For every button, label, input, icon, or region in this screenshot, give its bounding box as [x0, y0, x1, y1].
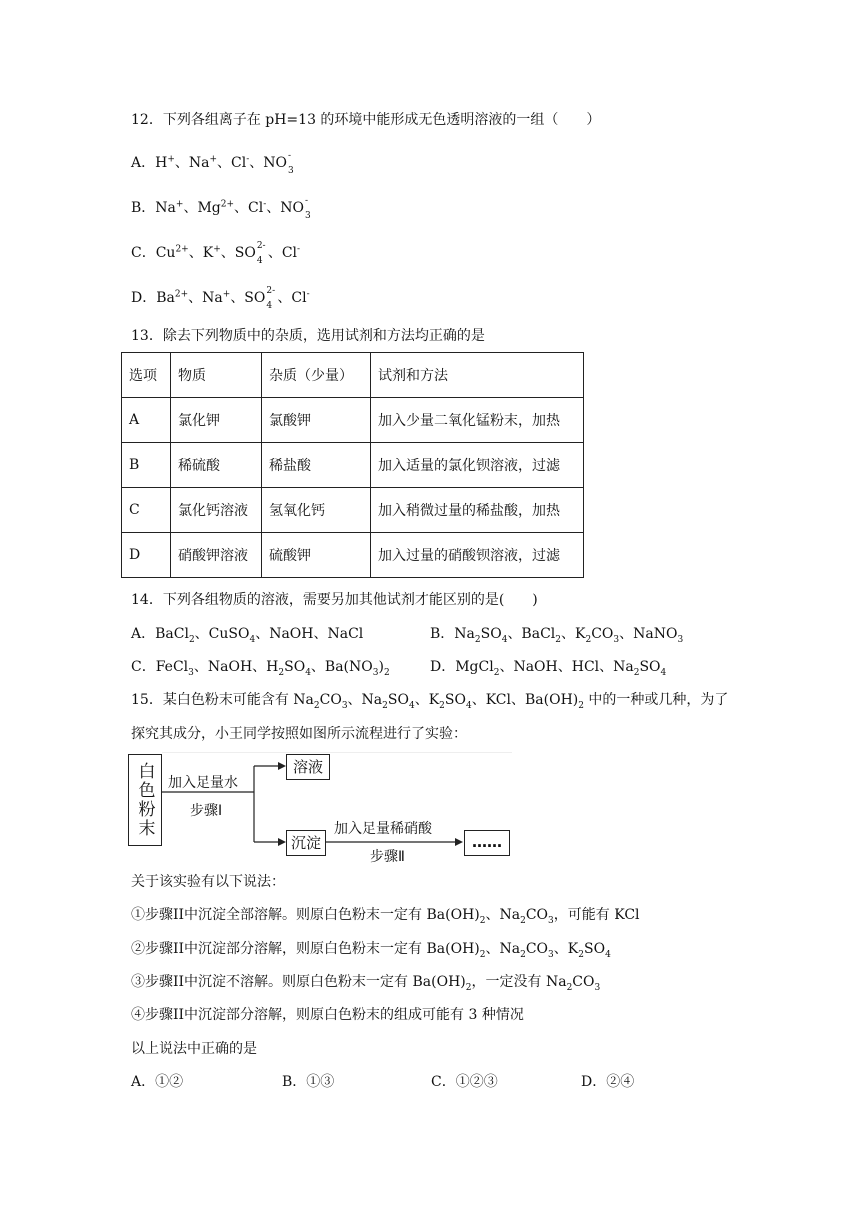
q15-option-b: B．①③ [282, 1074, 335, 1090]
table-cell: 氢氧化钙 [262, 488, 371, 533]
q12-option-d: D．$Ba^{2+}$、Na+、SO 2- 4 、Cl- [131, 286, 310, 311]
table-cell: B [122, 443, 171, 488]
step2-label: 步骤Ⅱ [370, 849, 405, 865]
q12-stem: 12．下列各组离子在 pH=13 的环境中能形成无色透明溶液的一组（ ） [131, 112, 601, 128]
table-cell: 加入稍微过量的稀盐酸，加热 [371, 488, 584, 533]
table-header-row [122, 353, 584, 398]
solution-box: 溶液 [286, 754, 330, 780]
q14-option-d: D．MgCl$_2$、NaOH、HCl、$Na_2SO_4$ [430, 659, 667, 678]
table-cell: 氯化钙溶液 [171, 488, 262, 533]
q15-intro: 关于该实验有以下说法： [131, 874, 285, 890]
q14-stem: 14．下列各组物质的溶液，需要另加其他试剂才能区别的是( ) [131, 592, 538, 608]
table-cell: 加入适量的氯化钡溶液，过滤 [371, 443, 584, 488]
table-cell: 加入过量的硝酸钡溶液，过滤 [371, 533, 584, 578]
start-box-white-powder: 白色粉末 [128, 754, 162, 846]
precipitate-box: 沉淀 [286, 830, 326, 856]
table-row [122, 488, 584, 533]
q14-option-c: C．FeCl$_3$、NaOH、$H_2SO_4$、$Ba(NO_3)_2$ [131, 659, 390, 678]
q15-option-c: C．①②③ [431, 1074, 498, 1090]
table-cell: 稀硫酸 [171, 443, 262, 488]
table-row [122, 398, 584, 443]
q15-statement-2: ②步骤II中沉淀部分溶解，则原白色粉末一定有 $Ba(OH)_2$、$Na_2CO_3$、$K_2SO_4$ [131, 941, 611, 960]
q15-stem-line2: 探究其成分，小王同学按照如图所示流程进行了实验： [131, 726, 467, 742]
q12-option-a: A．H+、Na+、Cl-、NO - 3 [131, 151, 294, 176]
q15-option-d: D．②④ [581, 1074, 635, 1090]
q14-option-a: A．BaCl$_2$、CuSO$_4$、NaOH、NaCl [131, 626, 364, 645]
q15-question: 以上说法中正确的是 [131, 1041, 257, 1057]
table-cell: 硝酸钾溶液 [171, 533, 262, 578]
arrow-head-icon [278, 838, 286, 846]
table-row [122, 533, 584, 578]
q12-option-c: C．$Cu^{2+}$、K+、SO 2- 4 、Cl- [131, 241, 301, 266]
q12-option-b: B．Na+、$Mg^{2+}$、Cl-、NO - 3 [131, 196, 311, 221]
table-cell: 稀盐酸 [262, 443, 371, 488]
result-box: …… [464, 830, 510, 856]
q15-statement-3: ③步骤II中沉淀不溶解。则原白色粉末一定有 $Ba(OH)_2$，一定没有 $Na_2CO_3$ [131, 974, 601, 993]
table-cell: D [122, 533, 171, 578]
table-cell: 加入少量二氧化锰粉末，加热 [371, 398, 584, 443]
q15-statement-4: ④步骤II中沉淀部分溶解，则原白色粉末的组成可能有 3 种情况 [131, 1007, 524, 1023]
table-cell: 硫酸钾 [262, 533, 371, 578]
q13-stem: 13．除去下列物质中的杂质，选用试剂和方法均正确的是 [131, 328, 485, 344]
table-row [122, 443, 584, 488]
step1-action-label: 加入足量水 [168, 775, 238, 791]
q15-stem-line1: 15．某白色粉末可能含有 $Na_2CO_3$、$Na_2SO_4$、$K_2SO_4$、KCl、$Ba(OH)_2$ 中的一种或几种，为了 [131, 692, 729, 711]
table-cell: A [122, 398, 171, 443]
q15-option-a: A．①② [131, 1074, 184, 1090]
table-cell: C [122, 488, 171, 533]
q13-table [121, 352, 584, 578]
q14-option-b: B．$Na_2SO_4$、BaCl$_2$、$K_2CO_3$、NaNO$_3$ [430, 626, 684, 645]
table-header-cell: 物质 [171, 353, 262, 398]
arrow-head-icon [278, 762, 286, 770]
q15-statement-1: ①步骤II中沉淀全部溶解。则原白色粉末一定有 $Ba(OH)_2$、$Na_2CO_3$，可能有 KCl [131, 907, 640, 926]
arrow-head-icon [455, 838, 463, 846]
table-header-cell: 试剂和方法 [371, 353, 584, 398]
table-cell: 氯酸钾 [262, 398, 371, 443]
table-header-cell: 选项 [122, 353, 171, 398]
table-cell: 氯化钾 [171, 398, 262, 443]
experiment-flow-diagram [128, 752, 512, 865]
table-header-cell: 杂质（少量） [262, 353, 371, 398]
step2-action-label: 加入足量稀硝酸 [334, 821, 432, 837]
step1-label: 步骤Ⅰ [190, 803, 223, 819]
